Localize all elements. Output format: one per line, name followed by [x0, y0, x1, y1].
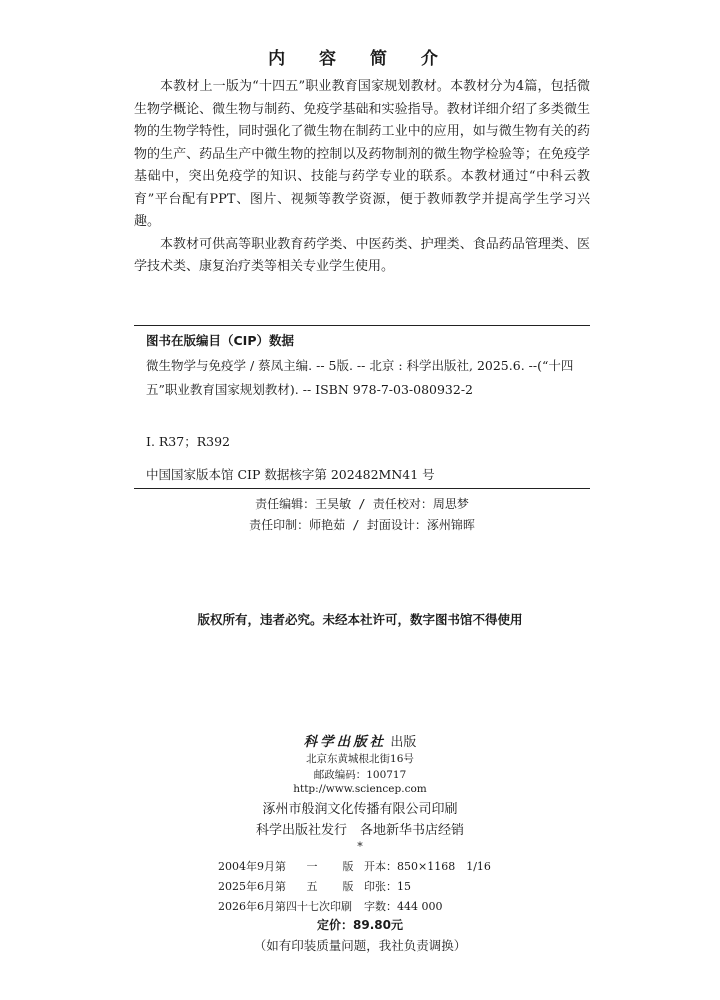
- summary-paragraph: 本教材上一版为“十四五”职业教育国家规划教材。本教材分为4篇，包括微生物学概论、微生物与制药、免疫学基础和实验指导。教材详细介绍了多类微生物的生物学特性，同时强化了微生物在制药工业中的应用，如与微生物有关的药物的生产、药品生产中微生物的控制以及药物制剂的微生物学检验等；在免疫学基础中，突出免疫学的知识、技能与药学专业的联系。本教材通过“中科云教育”平台配有PPT、图片、视频等教学资源，便于教师教学并提高学生学习兴趣。: [134, 79, 590, 229]
- summary-paragraph: 本教材可供高等职业教育药学类、中医药类、护理类、食品药品管理类、医学技术类、康复治疗类等相关专业学生使用。: [134, 236, 590, 274]
- copyright-notice: 版权所有，违者必究。未经本社许可，数字图书馆不得使用: [197, 612, 523, 627]
- publisher-suffix: 出版: [390, 735, 417, 750]
- separator-asterisk: *: [357, 840, 363, 853]
- spec-value: 444 000: [397, 900, 443, 913]
- cip-classification: Ⅰ. R37；R392: [146, 434, 230, 449]
- editor-credits: 责任编辑：王昊敏 / 责任校对：周思梦: [255, 497, 469, 511]
- production-credits: 责任印制：师艳茹 / 封面设计：涿州锦晖: [249, 518, 475, 532]
- cip-bottom-rule: [134, 488, 590, 489]
- edition-row: [218, 858, 491, 874]
- publisher-address: 北京东黄城根北街16号: [306, 753, 414, 765]
- publisher-logo: 科学出版社: [303, 734, 387, 750]
- quality-notice: （如有印装质量问题，我社负责调换）: [253, 938, 467, 953]
- spec-label: 开本：: [364, 860, 397, 873]
- cip-heading: 图书在版编目（CIP）数据: [146, 333, 294, 348]
- edition-date: 2004年9月第: [218, 860, 286, 873]
- spec-label: 印张：: [364, 880, 397, 893]
- edition-number: 五: [306, 880, 318, 893]
- edition-date: 2026年6月第四十七次印刷: [218, 900, 352, 913]
- publisher-postcode: 邮政编码：100717: [313, 769, 407, 781]
- edition-type: 版: [342, 860, 354, 873]
- edition-type: 版: [342, 880, 354, 893]
- cip-record: 微生物学与免疫学 / 蔡凤主编. -- 5版. -- 北京 : 科学出版社, 2025.6. --(“十四五”职业教育国家规划教材). -- ISBN 978-7-03-080932-2: [146, 358, 574, 397]
- content-summary: [134, 76, 590, 279]
- printer-line: 涿州市般润文化传播有限公司印刷: [262, 802, 458, 817]
- page-title: 内 容 简 介: [268, 49, 452, 69]
- cip-record-number: 中国国家版本馆 CIP 数据核字第 202482MN41 号: [146, 467, 435, 482]
- edition-date: 2025年6月第: [218, 880, 286, 893]
- publisher-website: http://www.sciencep.com: [293, 783, 427, 795]
- spec-value: 15: [397, 880, 411, 893]
- spec-value: 850×1168 1/16: [397, 860, 491, 873]
- price: 定价：89.80元: [317, 918, 403, 932]
- distribution-line: 科学出版社发行 各地新华书店经销: [255, 823, 464, 838]
- cip-top-rule: [134, 325, 590, 326]
- spec-label: 字数：: [364, 900, 397, 913]
- publisher-line: [0, 730, 720, 750]
- edition-number: 一: [306, 860, 318, 873]
- edition-row: [218, 898, 443, 914]
- edition-row: [218, 878, 411, 894]
